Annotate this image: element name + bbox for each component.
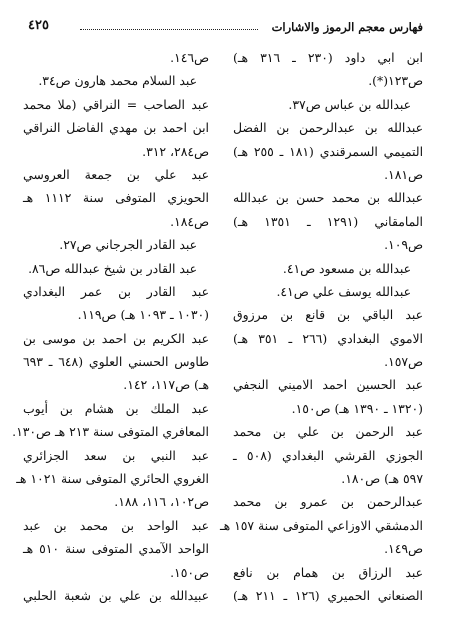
index-entry-line: ابن ابي داود (٢٣٠ ـ ٣١٦ هـ) bbox=[233, 50, 424, 65]
index-entry-line: عبد الكريم بن احمد بن موسى بن bbox=[23, 330, 209, 346]
page-header bbox=[28, 18, 423, 40]
index-entry-line: عبد القادر بن عمر البغدادي bbox=[23, 283, 209, 299]
index-entry-line: ص١٢٣(*). bbox=[368, 73, 423, 89]
index-entry-line: ابن احمد بن مهدي الفاضل النراقي bbox=[23, 120, 209, 136]
index-entry-line: عبد الرزاق بن همام بن نافع bbox=[233, 564, 423, 580]
index-entry-line: ص١٤٦. bbox=[170, 50, 209, 65]
index-entry-line: ص١٨٤. bbox=[170, 213, 209, 229]
index-entry-line: الصنعاني الحميري (١٢٦ ـ ٢١١ هـ) bbox=[233, 587, 423, 603]
index-entry-line: (١٣٢٠ ـ ١٣٩٠ هـ) ص١٥٠. bbox=[291, 400, 423, 416]
index-entry-line: عبد الحسين احمد الاميني النجفي bbox=[233, 377, 423, 393]
index-column-right bbox=[219, 46, 424, 607]
index-entry-line: عبدالرحمن بن عمرو بن محمد bbox=[233, 494, 423, 510]
index-entry-line: عبدالله بن محمد حسن بن عبدالله bbox=[233, 190, 423, 206]
index-entry-line: عبد الباقي بن قانع بن مرزوق bbox=[233, 307, 423, 323]
index-entry-line: عبد النبي بن سعد الجزائري bbox=[23, 447, 209, 463]
index-entry-line: عبد الواحد بن محمد بن عبد bbox=[23, 517, 209, 533]
index-column-left bbox=[12, 46, 209, 607]
index-entry-line: الغروي الحائري المتوفى سنة ١٠٢١ هـ bbox=[16, 471, 209, 487]
index-entry-line: ص١٥٠. bbox=[170, 564, 209, 580]
index-entry-line: ص٢٨٤، ٣١٢. bbox=[142, 143, 209, 159]
index-entry-line: الجوزي القرشي البغدادي (٥٠٨ ـ bbox=[233, 447, 423, 463]
index-entry-line: الاموي البغدادي (٢٦٦ ـ ٣٥١ هـ) bbox=[233, 330, 424, 346]
index-entry-line: عبد الصاحب = النراقي (ملا محمد bbox=[23, 96, 209, 112]
index-entry-line: عبدالله يوسف علي ص٤١. bbox=[276, 283, 411, 299]
index-entry-line: عبيدالله بن علي بن شعبة الحلبي bbox=[23, 587, 209, 603]
index-entry-line: الحويزي المتوفى سنة ١١١٢ هـ bbox=[23, 190, 209, 206]
index-entry-line: المامقاني (١٢٩١ ـ ١٣٥١ هـ) bbox=[233, 213, 424, 229]
index-entry-line: عبدالله بن مسعود ص٤١. bbox=[282, 260, 411, 276]
index-entry-line: عبد القادر الجرجاني ص٢٧. bbox=[59, 237, 197, 253]
index-entry-line: عبدالله بن عباس ص٣٧. bbox=[288, 96, 411, 112]
index-entry-line: ٥٩٧ هـ) ص١٨٠. bbox=[341, 471, 423, 487]
index-entry-line: التميمي السمرقندي (١٨١ ـ ٢٥٥ هـ) bbox=[233, 143, 424, 159]
index-entry-line: عبد علي بن جمعة العروسي bbox=[23, 166, 209, 182]
index-entry-line: (١٠٣٠ ـ ١٠٩٣ هـ) ص١١٩. bbox=[77, 307, 209, 323]
index-entry-line: المعافري المتوفى سنة ٢١٣ هـ ص١٣٠. bbox=[12, 424, 209, 440]
index-entry-line: ص١٠٩. bbox=[384, 237, 423, 253]
page-number: ٤٢٥ bbox=[28, 18, 49, 33]
index-entry-line: عبدالله بن عبدالرحمن بن الفضل bbox=[233, 120, 423, 136]
index-entry-line: طاوس الحسني العلوي (٦٤٨ ـ ٦٩٣ bbox=[23, 354, 209, 370]
index-entry-line: الواحد الآمدي المتوفى سنة ٥١٠ هـ bbox=[23, 541, 209, 557]
index-entry-line: الدمشقي الاوزاعي المتوفى سنة ١٥٧ هـ bbox=[219, 517, 423, 533]
index-entry-line: عبد الرحمن بن علي بن محمد bbox=[233, 424, 423, 440]
running-title: فهارس معجم الرموز والاشارات bbox=[271, 20, 423, 34]
index-entry-line: هـ) ص١١٧، ١٤٢. bbox=[123, 377, 209, 393]
index-entry-line: ص١٥٧. bbox=[384, 354, 423, 370]
index-entry-line: ص١٨١. bbox=[384, 166, 423, 182]
header-leader-dots bbox=[80, 29, 258, 30]
index-entry-line: عبد السلام محمد هارون ص٣٤. bbox=[38, 73, 197, 89]
index-entry-line: ص١٤٩. bbox=[384, 541, 423, 557]
index-entry-line: ص١٠٢، ١١٦، ١٨٨. bbox=[114, 494, 209, 510]
index-entry-line: عبد القادر بن شيخ عبدالله ص٨٦. bbox=[28, 260, 197, 276]
index-entry-line: عبد الملك بن هشام بن أيوب bbox=[23, 400, 209, 416]
